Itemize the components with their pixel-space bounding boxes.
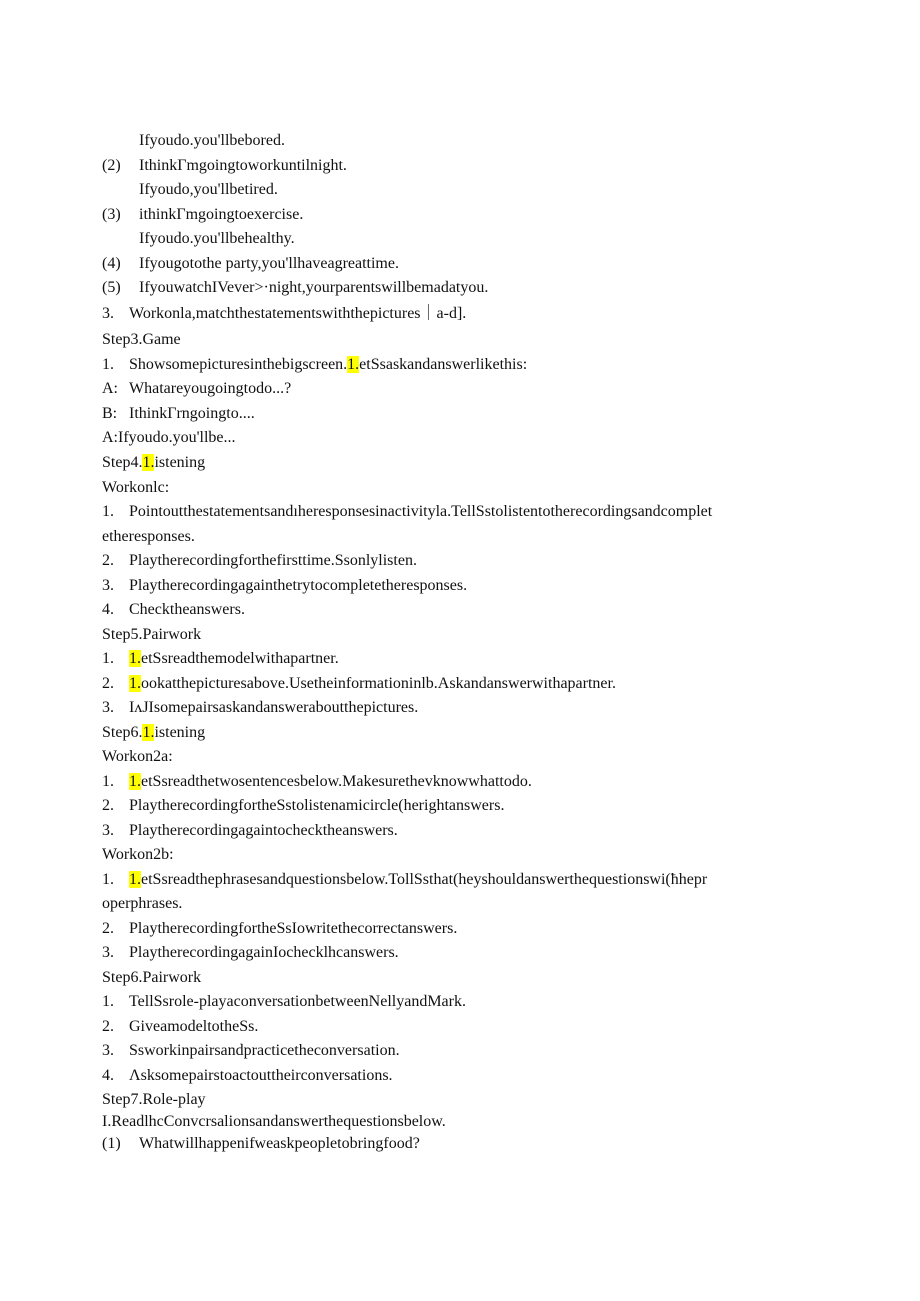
list-item: 3. PlaytherecordingagainIochecklhcanswers. — [102, 944, 399, 961]
section-heading: Step4.1.istening — [102, 454, 206, 471]
item-text: IthinkΓmgoingtoworkuntilnight. — [139, 157, 347, 174]
highlight: 1. — [129, 871, 141, 888]
item-number: 2. — [102, 797, 114, 814]
item-number: 1. — [102, 773, 114, 790]
subheading: Workon2b: — [102, 846, 174, 863]
item-number: 3. — [102, 822, 114, 839]
list-item: 1. 1.etSsreadthetwosentencesbelow.Makesurethevknowwhattodo. — [102, 773, 532, 790]
item-number: (5) — [102, 279, 121, 296]
dialogue-line: A:Ifyoudo.you'llbe... — [102, 429, 236, 446]
list-item: 3. Ssworkinpairsandpracticetheconversation. — [102, 1042, 400, 1059]
item-number: 1. — [102, 871, 114, 888]
highlight: 1. — [129, 675, 141, 692]
item-number: 3. — [102, 944, 114, 961]
item-number: (4) — [102, 255, 121, 272]
speaker-label: A: — [102, 380, 118, 397]
subheading: I.ReadlhcConvcrsalionsandanswerthequestionsbelow. — [102, 1113, 446, 1130]
list-item: 3. Playtherecordingagaintochecktheanswers. — [102, 822, 398, 839]
text-line: operphrases. — [102, 895, 183, 912]
list-item: 1. TellSsrole-playaconversationbetweenNellyandMark. — [102, 993, 466, 1010]
list-item: (1) Whatwillhappenifweaskpeopletobringfood? — [102, 1135, 420, 1152]
list-item: 1. 1.etSsreadthemodelwithapartner. — [102, 650, 339, 667]
dialogue-line: B: IthinkΓrngoingto.... — [102, 405, 255, 422]
highlight: 1. — [129, 773, 141, 790]
text-line: Ifyoudo.you'llbebored. — [139, 132, 285, 149]
item-text: Ifyougotothe party,you'llhaveagreattime. — [139, 255, 399, 272]
list-item — [102, 304, 466, 324]
item-number: 2. — [102, 1018, 114, 1035]
item-number: 1. — [102, 503, 114, 520]
item-number: 4. — [102, 601, 114, 618]
item-number: 1. — [102, 650, 114, 667]
item-number: 2. — [102, 920, 114, 937]
text-line: Ifyoudo.you'llbehealthy. — [139, 230, 295, 247]
item-number: 1. — [102, 993, 114, 1010]
list-item: 2. Playtherecordingforthefirsttime.Ssonlylisten. — [102, 552, 417, 569]
list-item: 3. IʌJIsomepairsaskandansweraboutthepictures. — [102, 699, 419, 716]
text-line: Ifyoudo,you'llbetired. — [139, 181, 278, 198]
list-item — [102, 156, 347, 176]
item-number: 3. — [102, 577, 114, 594]
section-heading: Step6.1.istening — [102, 724, 206, 741]
item-number: (1) — [102, 1135, 121, 1152]
list-item: 2. 1.ookatthepicturesabove.Usetheinformationinlb.Askandanswerwithapartner. — [102, 675, 616, 692]
item-number: 3. — [102, 305, 114, 322]
list-item: 2. GiveamodeltotheSs. — [102, 1018, 259, 1035]
list-item: 2. PlaytherecordingfortheSstolistenamicircle(herightanswers. — [102, 797, 505, 814]
item-number: 1. — [102, 356, 114, 373]
list-item: 3. Playtherecordingagainthetrytocompletetheresponses. — [102, 577, 468, 594]
highlight: 1. — [142, 454, 155, 471]
subheading: Workon2a: — [102, 748, 173, 765]
item-number: 3. — [102, 1042, 114, 1059]
list-item: 1. Showsomepicturesinthebigscreen.1.etSsaskandanswerlikethis: — [102, 356, 528, 373]
item-number: 4. — [102, 1067, 114, 1084]
list-item — [102, 205, 303, 225]
list-item — [102, 254, 399, 274]
item-text: IfyouwatchIVever>·night,yourparentswillbemadatyou. — [139, 279, 489, 296]
highlight: 1. — [129, 650, 141, 667]
subheading: Workonlc: — [102, 479, 170, 496]
speaker-label: B: — [102, 405, 118, 422]
list-item: 4. Λsksomepairstoactouttheirconversations. — [102, 1067, 393, 1084]
section-heading: Step7.Role-play — [102, 1091, 206, 1108]
item-number: (3) — [102, 206, 121, 223]
list-item — [102, 278, 488, 298]
item-number: 2. — [102, 675, 114, 692]
item-number: 3. — [102, 699, 114, 716]
item-number: (2) — [102, 157, 121, 174]
item-number: 2. — [102, 552, 114, 569]
list-item: 1. 1.etSsreadthephrasesandquestionsbelow.TollSsthat(heyshouldanswerthequestionswi(ħhepr — [102, 871, 708, 888]
text-line: etheresponses. — [102, 528, 195, 545]
highlight: 1. — [142, 724, 155, 741]
dialogue-line: A: Whatareyougoingtodo...? — [102, 380, 292, 397]
list-item: 4. Checktheanswers. — [102, 601, 245, 618]
list-item: 1. Pointoutthestatementsandıheresponsesinactivityla.TellSstolistentotherecordingsandcomplet — [102, 503, 713, 520]
list-item: 2. PlaytherecordingfortheSsIowritethecorrectanswers. — [102, 920, 458, 937]
item-text: Workonla,matchthestatementswiththepictures｜a-d]. — [129, 305, 467, 322]
section-heading: Step3.Game — [102, 331, 181, 348]
item-text: ithinkΓmgoingtoexercise. — [139, 206, 304, 223]
highlight: 1. — [347, 356, 360, 373]
section-heading: Step5.Pairwork — [102, 626, 202, 643]
section-heading: Step6.Pairwork — [102, 969, 202, 986]
